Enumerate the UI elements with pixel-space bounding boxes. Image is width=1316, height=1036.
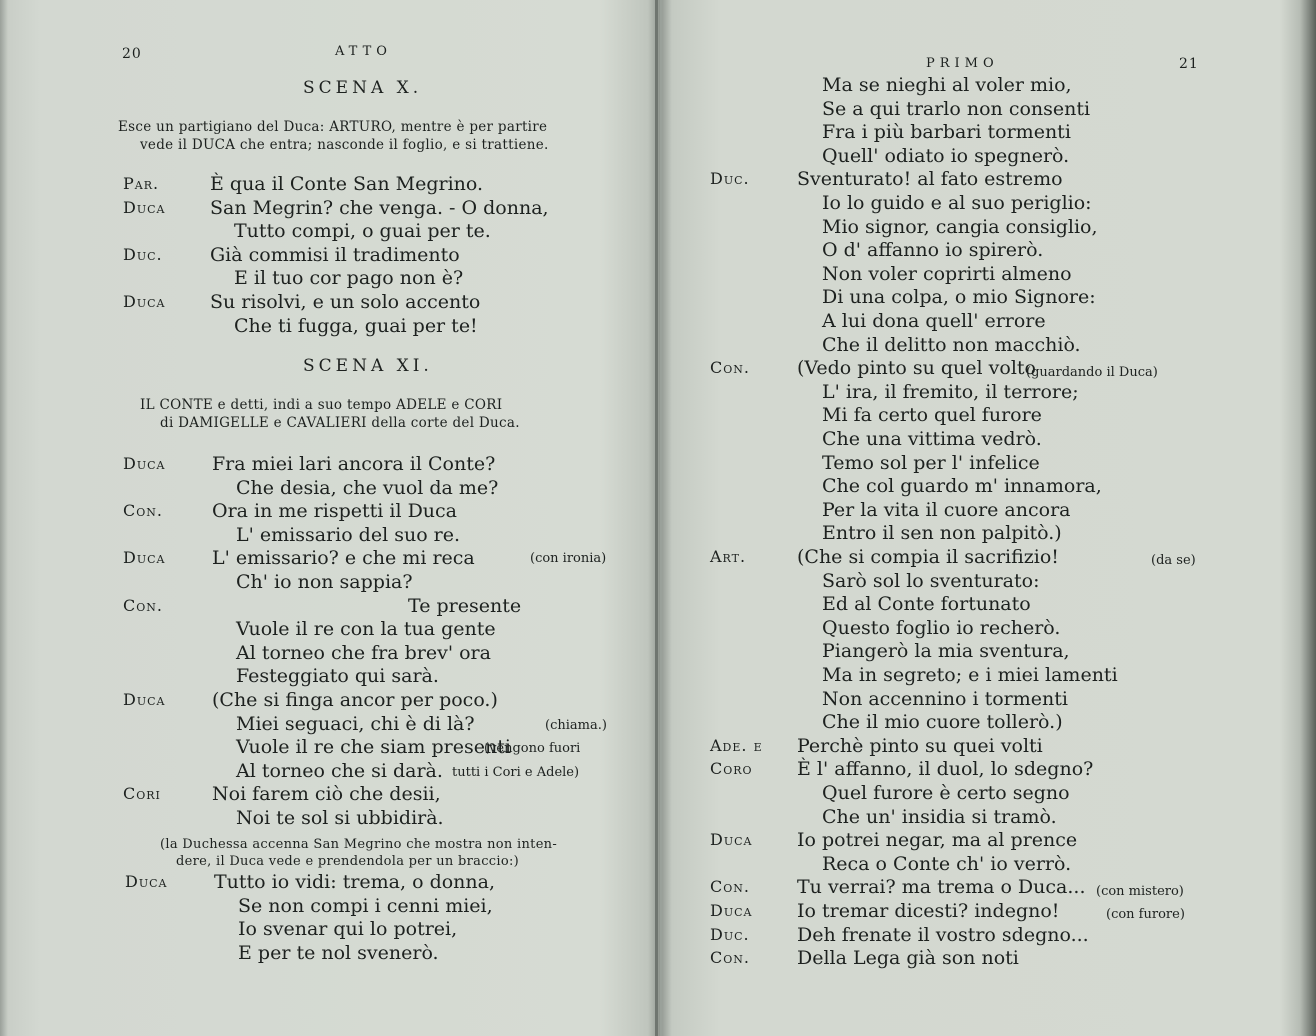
verse-line: Che un' insidia si tramò. bbox=[822, 805, 1057, 828]
stage-note: tutti i Cori e Adele) bbox=[452, 765, 580, 780]
stage-note: (da se) bbox=[1151, 553, 1196, 568]
verse-line: Miei seguaci, chi è di là? bbox=[236, 712, 475, 735]
verse-line: Io potrei negar, ma al prence bbox=[797, 829, 1078, 852]
running-head-right: PRIMO bbox=[926, 56, 999, 71]
speaker-label: Ade. e bbox=[710, 735, 763, 755]
verse-line: Per la vita il cuore ancora bbox=[822, 498, 1071, 521]
speaker-label: Coro bbox=[710, 759, 753, 779]
running-head-left: ATTO bbox=[335, 44, 392, 59]
verse-line: È qua il Conte San Megrino. bbox=[210, 173, 484, 195]
verse-line: Io lo guido e al suo periglio: bbox=[822, 192, 1092, 214]
verse-line: Che il delitto non macchiò. bbox=[822, 333, 1081, 356]
verse-line: Reca o Conte ch' io verrò. bbox=[822, 852, 1072, 875]
verse-line: Temo sol per l' infelice bbox=[822, 451, 1040, 474]
scene-title: SCENA XI. bbox=[303, 356, 433, 376]
verse-line: Ch' io non sappia? bbox=[236, 571, 413, 593]
verse-line: (Che si finga ancor per poco.) bbox=[212, 689, 498, 711]
stage-direction: vede il DUCA che entra; nasconde il foglio, e si trattiene. bbox=[140, 137, 549, 153]
speaker-label: Duca bbox=[123, 454, 166, 473]
verse-line: Ma in segreto; e i miei lamenti bbox=[822, 664, 1118, 686]
stage-note: (con ironia) bbox=[530, 551, 607, 566]
speaker-label: Duc. bbox=[123, 244, 163, 264]
right-page bbox=[664, 0, 1316, 1036]
verse-line: Tu verrai? ma trema o Duca... bbox=[797, 876, 1086, 899]
verse-line: (Che si compia il sacrifizio! bbox=[797, 546, 1059, 568]
verse-line: Se non compi i cenni miei, bbox=[238, 894, 493, 917]
verse-line: Sventurato! al fato estremo bbox=[797, 168, 1063, 191]
verse-line: Te presente bbox=[408, 594, 522, 617]
verse-line: Quell' odiato io spegnerò. bbox=[822, 144, 1070, 167]
speaker-label: Par. bbox=[123, 174, 160, 193]
verse-line: Vuole il re che siam presenti bbox=[236, 736, 511, 759]
speaker-label: Duc. bbox=[710, 169, 750, 189]
scene-title: SCENA X. bbox=[303, 78, 423, 98]
speaker-label: Con. bbox=[710, 948, 750, 968]
verse-line: Che ti fugga, guai per te! bbox=[234, 314, 478, 337]
speaker-label: Art. bbox=[710, 547, 747, 566]
verse-line: O d' affanno io spirerò. bbox=[822, 239, 1044, 262]
verse-line: Noi te sol si ubbidirà. bbox=[236, 807, 444, 829]
verse-line: Quel furore è certo segno bbox=[822, 782, 1070, 804]
verse-line: Festeggiato qui sarà. bbox=[236, 665, 439, 688]
verse-line: L' ira, il fremito, il terrore; bbox=[822, 380, 1079, 403]
verse-line: San Megrin? che venga. - O donna, bbox=[210, 196, 549, 219]
verse-line: Su risolvi, e un solo accento bbox=[210, 291, 481, 313]
verse-line: Vuole il re con la tua gente bbox=[236, 618, 496, 641]
page-number-left: 20 bbox=[122, 46, 142, 62]
verse-line: Io tremar dicesti? indegno! bbox=[797, 900, 1060, 922]
speaker-label: Duca bbox=[123, 548, 166, 568]
stage-note: (chiama.) bbox=[545, 718, 607, 733]
verse-line: Fra miei lari ancora il Conte? bbox=[212, 453, 496, 475]
speaker-label: Duca bbox=[125, 872, 168, 891]
speaker-label: Duca bbox=[123, 197, 166, 217]
speaker-label: Duca bbox=[123, 690, 166, 709]
speaker-label: Duca bbox=[123, 292, 166, 311]
stage-direction: dere, il Duca vede e prendendola per un braccio:) bbox=[176, 854, 520, 869]
speaker-label: Duca bbox=[710, 830, 753, 850]
verse-line: Ora in me rispetti il Duca bbox=[212, 500, 458, 523]
verse-line: Deh frenate il vostro sdegno... bbox=[797, 923, 1089, 946]
verse-line: Mi fa certo quel furore bbox=[822, 404, 1042, 427]
verse-line: Ma se nieghi al voler mio, bbox=[822, 74, 1072, 96]
page-number-right: 21 bbox=[1179, 56, 1199, 72]
verse-line: Fra i più barbari tormenti bbox=[822, 121, 1071, 144]
speaker-label: Con. bbox=[710, 877, 750, 897]
verse-line: E il tuo cor pago non è? bbox=[234, 267, 464, 290]
verse-line: Non voler coprirti almeno bbox=[822, 262, 1072, 285]
verse-line: Perchè pinto su quei volti bbox=[797, 734, 1043, 757]
stage-direction: di DAMIGELLE e CAVALIERI della corte del Duca. bbox=[160, 415, 520, 431]
speaker-label: Duc. bbox=[710, 924, 750, 944]
verse-line: È l' affanno, il duol, lo sdegno? bbox=[797, 758, 1094, 781]
verse-line: Che desia, che vuol da me? bbox=[236, 476, 499, 499]
verse-line: Se a qui trarlo non consenti bbox=[822, 97, 1091, 120]
verse-line: Non accennino i tormenti bbox=[822, 687, 1068, 710]
verse-line: Noi farem ciò che desii, bbox=[212, 783, 441, 806]
verse-line: Piangerò la mia sventura, bbox=[822, 640, 1070, 663]
stage-direction: Esce un partigiano del Duca: ARTURO, mentre è per partire bbox=[118, 119, 548, 135]
stage-direction: (la Duchessa accenna San Megrino che mostra non inten- bbox=[160, 837, 558, 852]
verse-line: Io svenar qui lo potrei, bbox=[238, 918, 458, 941]
verse-line: Al torneo che fra brev' ora bbox=[236, 641, 491, 664]
verse-line: Al torneo che si darà. bbox=[236, 759, 443, 782]
stage-note: (con mistero) bbox=[1096, 884, 1184, 899]
book-gutter-shadow bbox=[660, 0, 662, 1036]
stage-note: (guardando il Duca) bbox=[1026, 365, 1158, 380]
stage-direction: IL CONTE e detti, indi a suo tempo ADELE e CORI bbox=[140, 397, 503, 413]
verse-line: Di una colpa, o mio Signore: bbox=[822, 286, 1096, 309]
verse-line: (Vedo pinto su quel volto bbox=[797, 357, 1036, 380]
verse-line: Tutto io vidi: trema, o donna, bbox=[214, 871, 496, 893]
verse-line: Della Lega già son noti bbox=[797, 947, 1019, 970]
verse-line: Che col guardo m' innamora, bbox=[822, 475, 1102, 498]
verse-line: L' emissario? e che mi reca bbox=[212, 547, 475, 570]
verse-line: Sarò sol lo sventurato: bbox=[822, 569, 1040, 592]
verse-line: Che una vittima vedrò. bbox=[822, 428, 1042, 450]
verse-line: Mio signor, cangia consiglio, bbox=[822, 215, 1098, 238]
verse-line: L' emissario del suo re. bbox=[236, 523, 461, 546]
stage-note: (vengono fuori bbox=[484, 741, 581, 756]
verse-line: Questo foglio io recherò. bbox=[822, 616, 1061, 639]
speaker-label: Con. bbox=[123, 595, 163, 615]
verse-line: A lui dona quell' errore bbox=[822, 310, 1046, 332]
verse-line: Entro il sen non palpitò.) bbox=[822, 522, 1062, 545]
speaker-label: Con. bbox=[710, 358, 750, 378]
speaker-label: Cori bbox=[123, 784, 161, 804]
speaker-label: Duca bbox=[710, 901, 753, 920]
stage-note: (con furore) bbox=[1106, 907, 1185, 922]
verse-line: Tutto compi, o guai per te. bbox=[234, 220, 491, 243]
verse-line: Ed al Conte fortunato bbox=[822, 593, 1031, 616]
verse-line: Già commisi il tradimento bbox=[210, 243, 460, 266]
verse-line: Che il mio cuore tollerò.) bbox=[822, 711, 1063, 734]
speaker-label: Con. bbox=[123, 501, 163, 521]
verse-line: E per te nol svenerò. bbox=[238, 941, 439, 964]
